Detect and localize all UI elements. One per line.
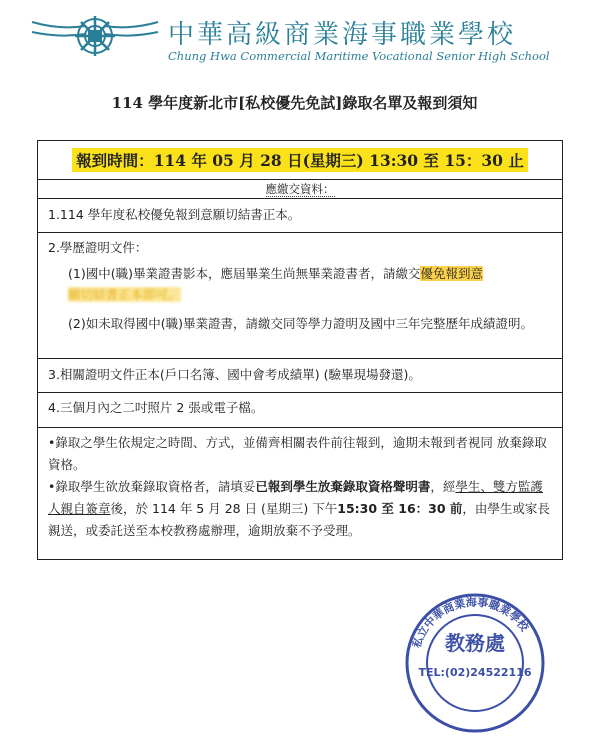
doc-item-2: 2.學歷證明文件： [48,240,148,255]
stamp-tel: TEL:(02)24522116 [418,666,532,679]
school-name-zh: 中華高級商業海事職業學校 [168,20,517,50]
highlight-text: 優免報到意 [420,266,483,281]
notes-box [37,428,563,560]
doc-item-3: 3.相關證明文件正本(戶口名簿、國中會考成績單) (驗畢現場發還)。 [48,367,421,382]
doc-item-1: 1.114 學年度私校優免報到意願切結書正本。 [48,207,301,222]
divider [38,232,562,233]
report-time: 報到時間：114 年 05 月 28 日(星期三) 13:30 至 15：30 止 [72,148,528,172]
stamp-ring-text: 私立中華商業海事職業學校 [410,595,532,650]
divider [38,358,562,359]
doc-item-4: 4.三個月內之二吋照片 2 張或電子檔。 [48,400,264,415]
divider [38,392,562,393]
doc-item-2-2: (2)如未取得國中(職)畢業證書，請繳交同等學力證明及國中三年完整歷年成績證明。 [68,316,533,331]
docs-heading: 應繳交資料： [38,179,562,199]
note-2: •錄取學生欲放棄錄取資格者，請填妥已報到學生放棄錄取資格聲明書，經學生、雙方監護人親自簽章後，於 114 年 5 月 28 日 (星期三) 下午15:30 至 16：30 前，由學生或家長親送，或委託送至本校教務處辦理，逾期放棄不予受理。 [48,479,550,538]
office-stamp [400,588,535,723]
stamp-seal-icon [400,588,550,738]
note-1: •錄取之學生依規定之時間、方式，並備齊相關表件前往報到，逾期未報到者視同 放棄錄取資格。 [48,435,547,472]
requirements-box [37,140,563,428]
blurred-text: 願切結書正本即可。 [68,287,181,302]
report-time-row [38,141,562,180]
stamp-title: 教務處 [445,631,505,655]
document-title: 114 學年度新北市[私校優先免試]錄取名單及報到須知 [111,94,478,112]
ship-wheel-logo-icon [30,12,160,64]
doc-item-2-1: (1)國中(職)畢業證書影本，應屆畢業生尚無畢業證書者，請繳交優免報到意 願切結書正本即可。 [68,266,483,302]
school-name-en: Chung Hwa Commercial Maritime Vocational Senior High School [168,49,550,63]
school-logo [30,12,160,64]
